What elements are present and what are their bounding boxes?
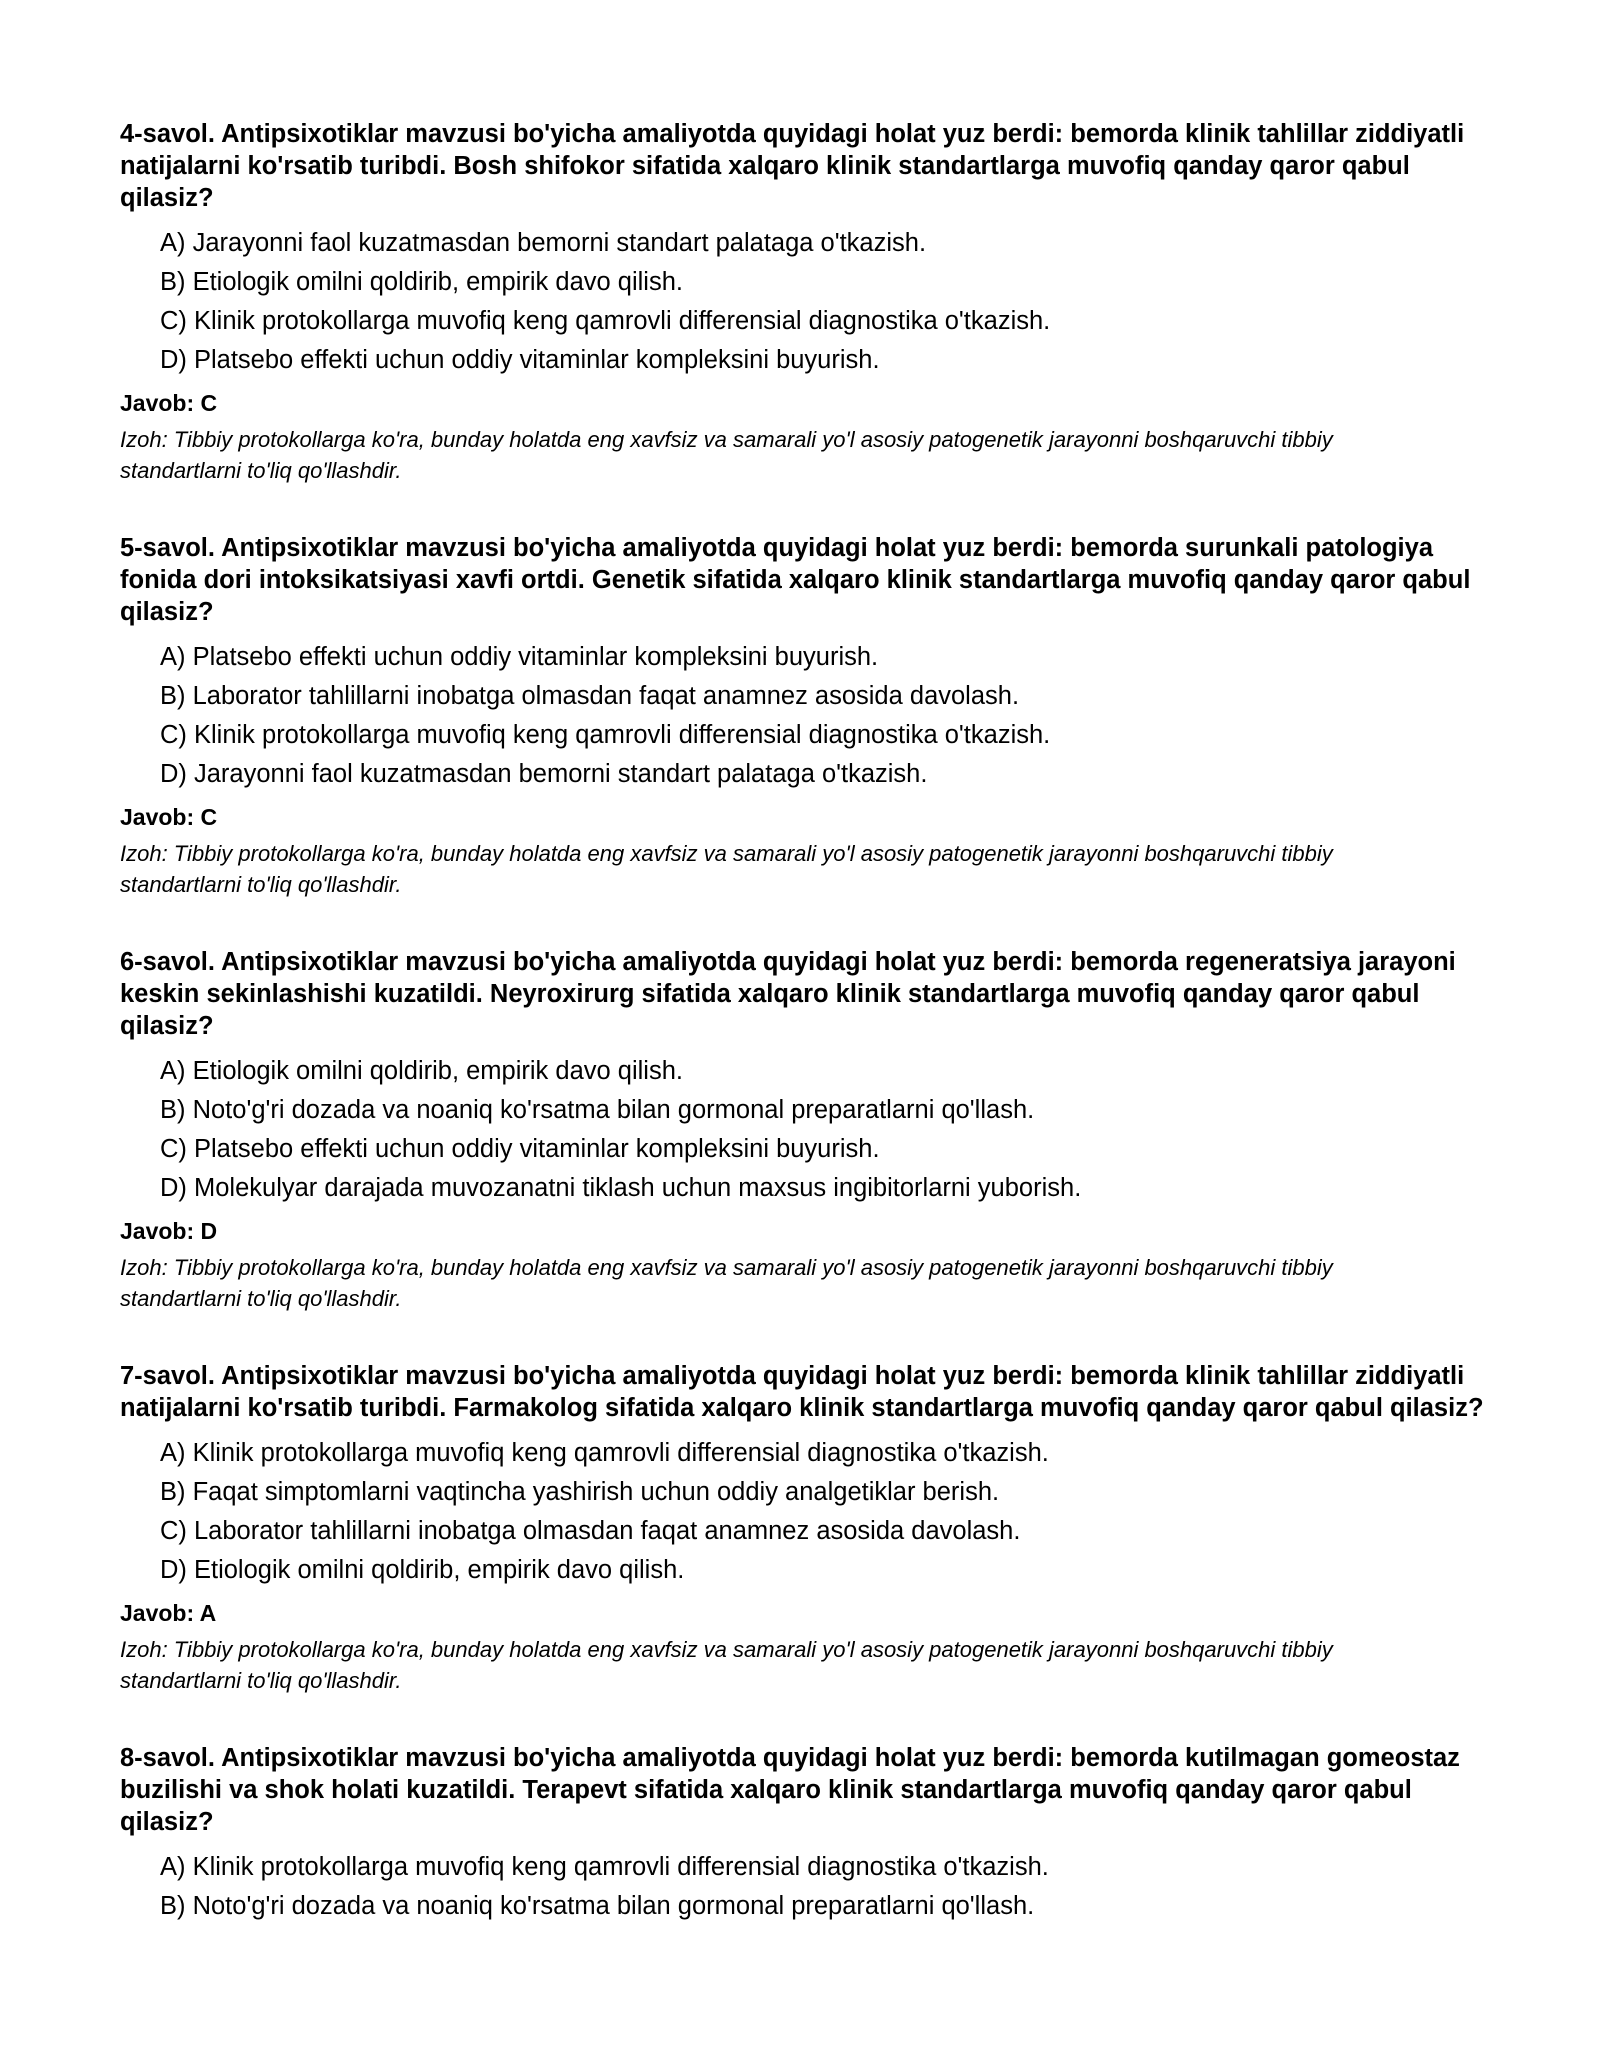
options-list <box>120 1052 1500 1208</box>
question-4 <box>120 118 1500 486</box>
answer-label: Javob: A <box>120 1600 217 1626</box>
question-title: 8-savol. Antipsixotiklar mavzusi bo'yicha amaliyotda quyidagi holat yuz berdi: bemorda kutilmagan gomeostaz buzilishi va shok holati kuzatildi. Terapevt sifatida xalqaro klinik standartlarga muvofiq qanday qaror qabul qilasiz? <box>120 1744 1460 1836</box>
option-a: A) Etiologik omilni qoldirib, empirik davo qilish. <box>160 1057 683 1085</box>
option-a: A) Klinik protokollarga muvofiq keng qamrovli differensial diagnostika o'tkazish. <box>160 1439 1049 1467</box>
option-d: D) Molekulyar darajada muvozanatni tiklash uchun maxsus ingibitorlarni yuborish. <box>160 1174 1082 1202</box>
question-5 <box>120 532 1500 900</box>
explanation-text: Izoh: Tibbiy protokollarga ko'ra, bunday holatda eng xavfsiz va samarali yo'l asosiy patogenetik jarayonni boshqaruvchi tibbiy standartlarni to'liq qo'llashdir. <box>120 427 1333 483</box>
option-b: B) Etiologik omilni qoldirib, empirik davo qilish. <box>160 268 683 296</box>
option-d: D) Etiologik omilni qoldirib, empirik davo qilish. <box>160 1556 685 1584</box>
question-8 <box>120 1742 1500 1926</box>
option-b: B) Faqat simptomlarni vaqtincha yashirish uchun oddiy analgetiklar berish. <box>160 1478 1000 1506</box>
option-d: D) Platsebo effekti uchun oddiy vitaminlar kompleksini buyurish. <box>160 346 880 374</box>
question-title: 6-savol. Antipsixotiklar mavzusi bo'yicha amaliyotda quyidagi holat yuz berdi: bemorda regeneratsiya jarayoni keskin sekinlashishi kuzatildi. Neyroxirurg sifatida xalqaro klinik standartlarga muvofiq qanday qaror qabul qilasiz? <box>120 948 1456 1040</box>
question-7 <box>120 1360 1500 1696</box>
option-a: A) Klinik protokollarga muvofiq keng qamrovli differensial diagnostika o'tkazish. <box>160 1853 1049 1881</box>
options-list <box>120 1434 1500 1590</box>
options-list <box>120 224 1500 380</box>
option-c: C) Klinik protokollarga muvofiq keng qamrovli differensial diagnostika o'tkazish. <box>160 307 1051 335</box>
question-title: 7-savol. Antipsixotiklar mavzusi bo'yicha amaliyotda quyidagi holat yuz berdi: bemorda klinik tahlillar ziddiyatli natijalarni ko'rsatib turibdi. Farmakolog sifatida xalqaro klinik standartlarga muvofiq qanday qaror qabul qilasiz? <box>120 1362 1484 1422</box>
option-b: B) Noto'g'ri dozada va noaniq ko'rsatma bilan gormonal preparatlarni qo'llash. <box>160 1096 1035 1124</box>
explanation-text: Izoh: Tibbiy protokollarga ko'ra, bunday holatda eng xavfsiz va samarali yo'l asosiy patogenetik jarayonni boshqaruvchi tibbiy standartlarni to'liq qo'llashdir. <box>120 841 1333 897</box>
options-list <box>120 638 1500 794</box>
explanation-text: Izoh: Tibbiy protokollarga ko'ra, bunday holatda eng xavfsiz va samarali yo'l asosiy patogenetik jarayonni boshqaruvchi tibbiy standartlarni to'liq qo'llashdir. <box>120 1637 1333 1693</box>
option-c: C) Klinik protokollarga muvofiq keng qamrovli differensial diagnostika o'tkazish. <box>160 721 1051 749</box>
option-a: A) Jarayonni faol kuzatmasdan bemorni standart palataga o'tkazish. <box>160 229 927 257</box>
options-list <box>120 1848 1500 1926</box>
answer-label: Javob: C <box>120 804 218 830</box>
explanation-text: Izoh: Tibbiy protokollarga ko'ra, bunday holatda eng xavfsiz va samarali yo'l asosiy patogenetik jarayonni boshqaruvchi tibbiy standartlarni to'liq qo'llashdir. <box>120 1255 1333 1311</box>
option-c: C) Laborator tahlillarni inobatga olmasdan faqat anamnez asosida davolash. <box>160 1517 1021 1545</box>
option-b: B) Laborator tahlillarni inobatga olmasdan faqat anamnez asosida davolash. <box>160 682 1020 710</box>
question-title: 5-savol. Antipsixotiklar mavzusi bo'yicha amaliyotda quyidagi holat yuz berdi: bemorda surunkali patologiya fonida dori intoksikatsiyasi xavfi ortdi. Genetik sifatida xalqaro klinik standartlarga muvofiq qanday qaror qabul qilasiz? <box>120 534 1471 626</box>
option-d: D) Jarayonni faol kuzatmasdan bemorni standart palataga o'tkazish. <box>160 760 928 788</box>
answer-label: Javob: D <box>120 1218 218 1244</box>
question-title: 4-savol. Antipsixotiklar mavzusi bo'yicha amaliyotda quyidagi holat yuz berdi: bemorda klinik tahlillar ziddiyatli natijalarni ko'rsatib turibdi. Bosh shifokor sifatida xalqaro klinik standartlarga muvofiq qanday qaror qabul qilasiz? <box>120 120 1465 212</box>
option-b: B) Noto'g'ri dozada va noaniq ko'rsatma bilan gormonal preparatlarni qo'llash. <box>160 1892 1035 1920</box>
option-c: C) Platsebo effekti uchun oddiy vitaminlar kompleksini buyurish. <box>160 1135 880 1163</box>
option-a: A) Platsebo effekti uchun oddiy vitaminlar kompleksini buyurish. <box>160 643 879 671</box>
answer-label: Javob: C <box>120 390 218 416</box>
document-page <box>120 118 1500 1972</box>
question-6 <box>120 946 1500 1314</box>
